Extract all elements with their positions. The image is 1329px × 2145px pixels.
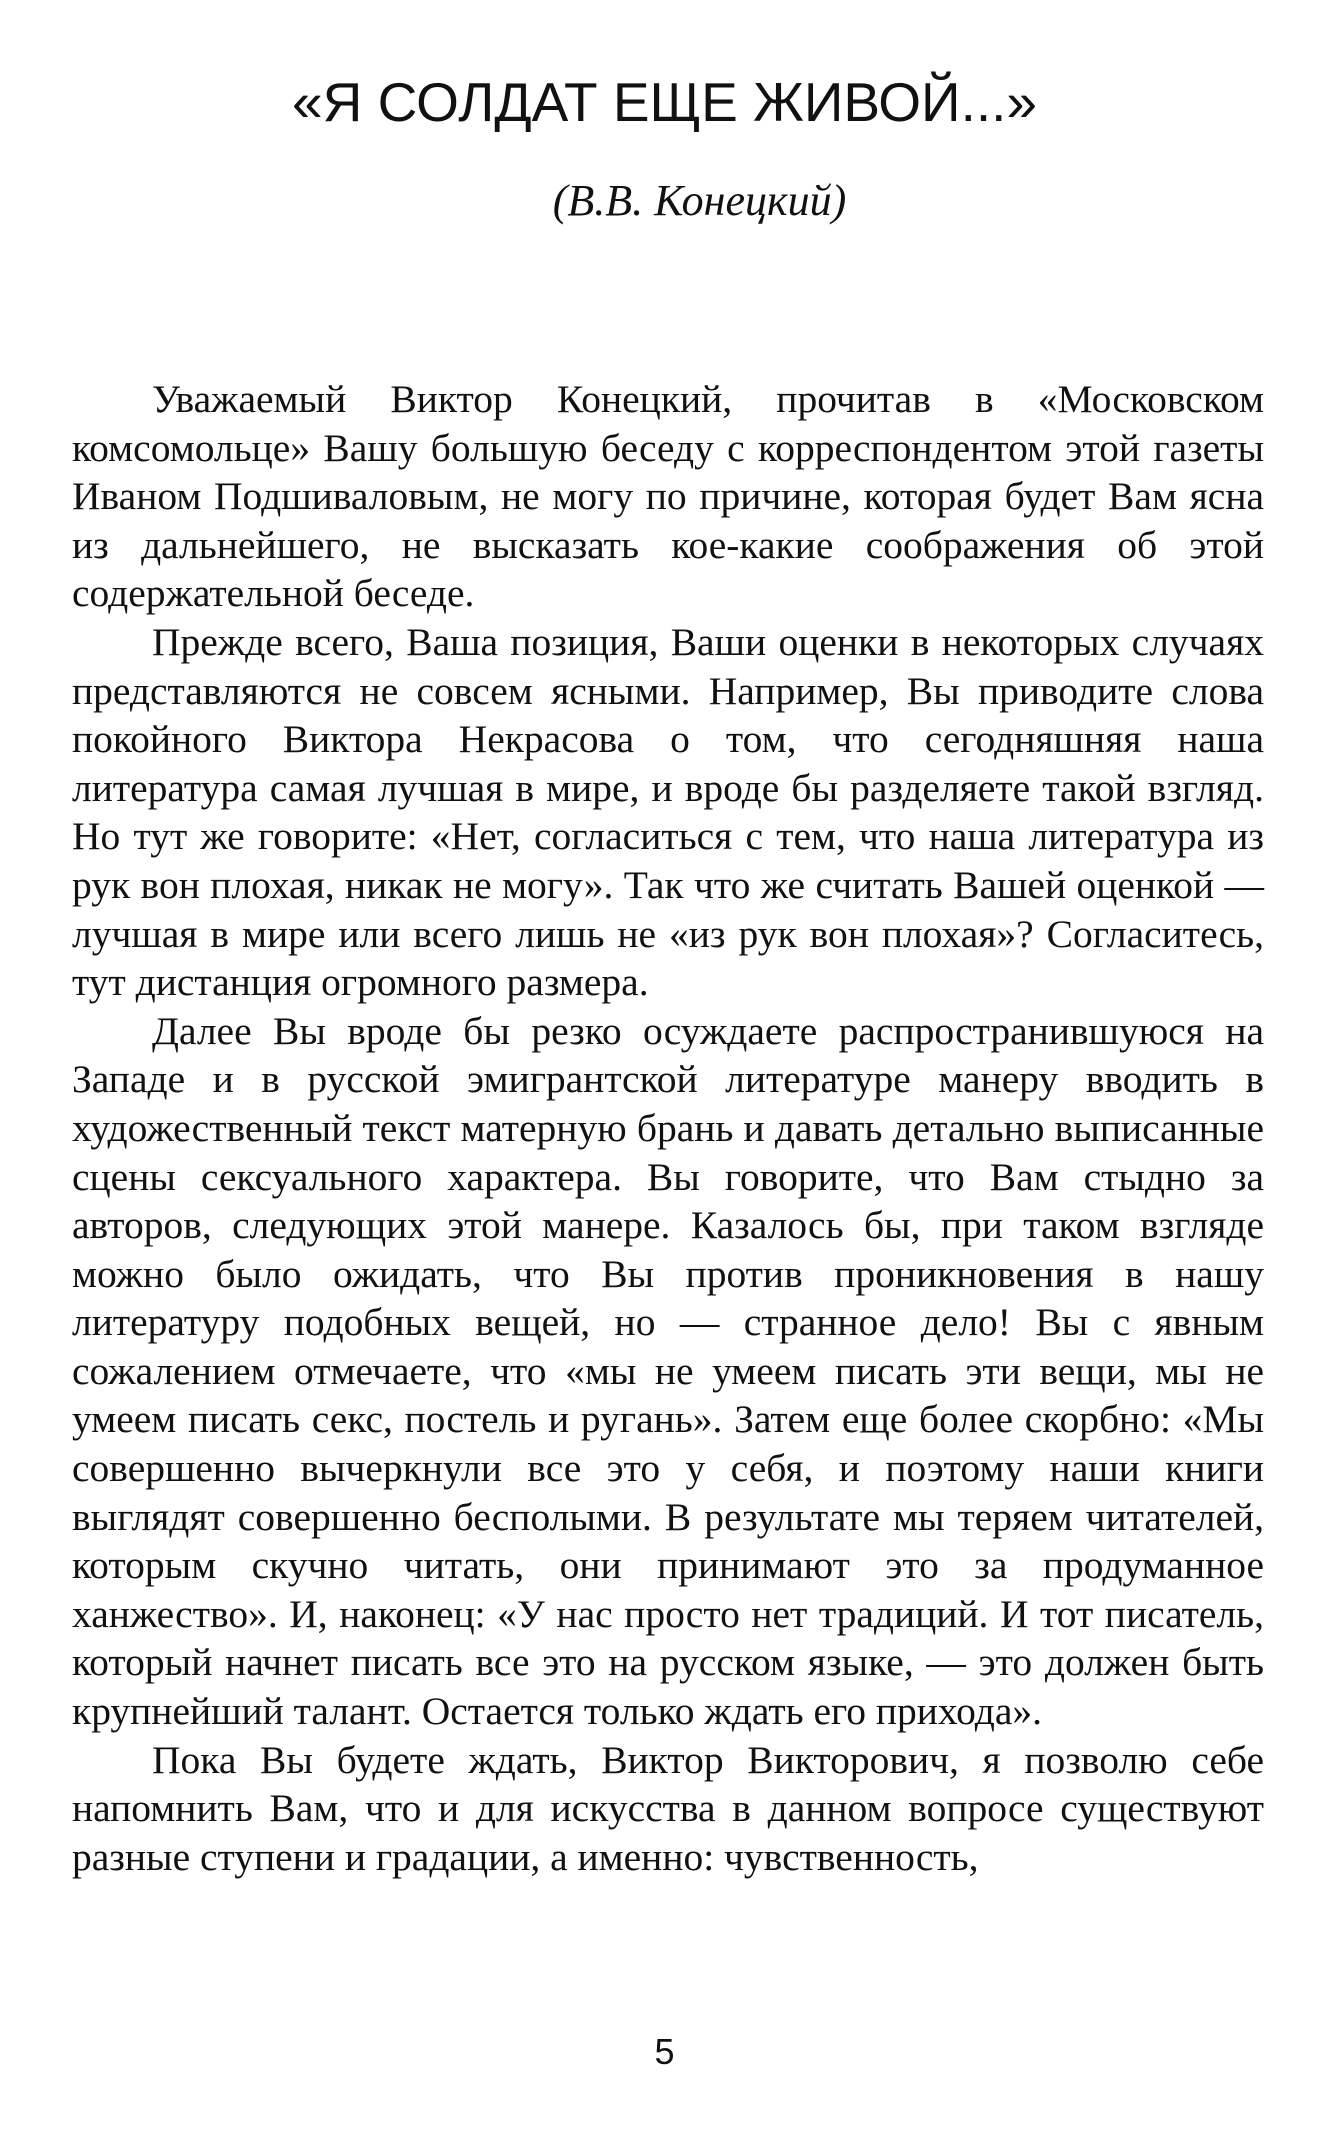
- paragraph-4: Пока Вы будете ждать, Виктор Викторович, я позволю себе напомнить Вам, что и для искусства в данном вопросе существуют разные ступени и градации, а именно: чувственность,: [72, 1737, 1264, 1879]
- body-text: [72, 375, 1264, 1881]
- page-number: 5: [654, 2031, 675, 2072]
- paragraph-3: Далее Вы вроде бы резко осуждаете распространившуюся на Западе и в русской эмигрантской литературе манеру вводить в художественный текст матерную брань и давать детально выписанные сцены сексуального характера. Вы говорите, что Вам стыдно за авторов, следующих этой манере. Казалось бы, при таком взгляде можно было ожидать, что Вы против проникновения в нашу литературу подобных вещей, но — странное дело! Вы с явным сожалением отмечаете, что «мы не умеем писать эти вещи, мы не умеем писать секс, постель и ругань». Затем еще более скорбно: «Мы совершенно вычеркнули все это у себя, и поэтому наши книги выглядят совершенно бесполыми. В результате мы теряем читателей, которым скучно читать, они принимают это за продуманное ханжество». И, наконец: «У нас просто нет традиций. И тот писатель, который начнет писать все это на русском языке, — это должен быть крупнейший талант. Остается только ждать его прихода».: [72, 1008, 1264, 1734]
- chapter-author: (В.В. Конецкий): [552, 176, 847, 225]
- paragraph-1: Уважаемый Виктор Конецкий, прочитав в «Московском комсомольце» Вашу большую беседу с корреспондентом этой газеты Иваном Подшиваловым, не могу по причине, которая будет Вам ясна из дальнейшего, не высказать кое-какие соображения об этой содержательной беседе.: [72, 377, 1264, 616]
- paragraph-2: Прежде всего, Ваша позиция, Ваши оценки в некоторых случаях представляются не совсем ясными. Например, Вы приводите слова покойного Виктора Некрасова о том, что сегодняшняя наша литература самая лучшая в мире, и вроде бы разделяете такой взгляд. Но тут же говорите: «Нет, согласиться с тем, что наша литература из рук вон плохая, никак не могу». Так что же считать Вашей оценкой — лучшая в мире или всего лишь не «из рук вон плохая»? Согласитесь, тут дистанция огромного размера.: [72, 619, 1264, 1005]
- chapter-title: «Я СОЛДАТ ЕЩЕ ЖИВОЙ...»: [292, 71, 1037, 133]
